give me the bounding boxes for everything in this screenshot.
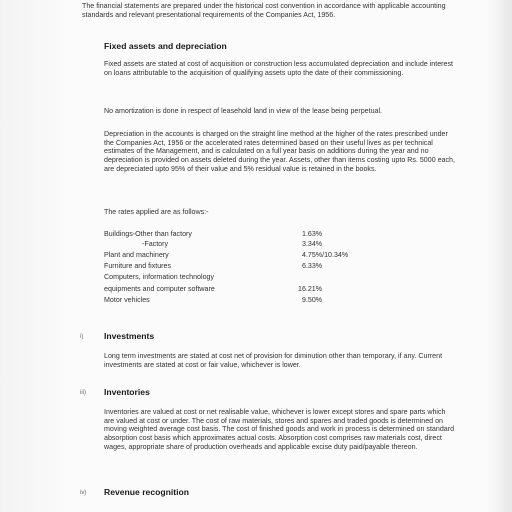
inventories-paragraph: Inventories are valued at cost or net realisable value, whichever is lower except stores and spare parts which are valued at cost or under. The cost of raw materials, stores and spares and traded goods is determined on moving weighted average cost basis. The cost of finished goods and work in process is determined on standard absorption cost basis which approximates actual costs. Absorption cost comprises raw materials cost, direct wages, appropriate share of production overheads and applicable excise duty paid/payable thereon. xyxy=(104,408,455,451)
intro-paragraph: The financial statements are prepared under the historical cost convention in accordance with applicable accounting standards and relevant presentational requirements of the Companies Act, 1956. xyxy=(82,2,446,19)
rate-label: equipments and computer software xyxy=(104,285,215,293)
rate-label: Computers, information technology xyxy=(104,273,215,281)
rate-label: Plant and machinery xyxy=(104,251,169,259)
investments-paragraph: Long term investments are stated at cost net of provision for diminution other than temporary, if any. Current investments are stated at cost or fair value, whichever is lower. xyxy=(104,352,443,369)
heading-investments: Investments xyxy=(104,331,155,341)
rate-label: Motor vehicles xyxy=(104,296,150,304)
heading-inventories: Inventories xyxy=(104,387,150,397)
fixed-assets-paragraph-1: Fixed assets are stated at cost of acquisition or construction less accumulated depreciation and include interest on loans attributable to the acquisition of qualifying assets upto the date of their commissioning. xyxy=(104,60,453,77)
section-marker-revenue: iv) xyxy=(80,490,87,496)
rate-value: 1.63% xyxy=(302,230,323,238)
heading-revenue-recognition: Revenue recognition xyxy=(104,487,189,497)
rate-value: 4.75%/10.34% xyxy=(302,251,349,259)
section-marker-investments: i) xyxy=(80,334,84,340)
section-marker-inventories: iii) xyxy=(80,390,86,396)
scan-shadow-left xyxy=(0,0,70,512)
rate-value: 16.21% xyxy=(298,285,323,293)
scan-shadow-right xyxy=(486,0,512,512)
fixed-assets-paragraph-2: No amortization is done in respect of leasehold land in view of the lease being perpetual. xyxy=(104,107,383,115)
fixed-assets-paragraph-3: Depreciation in the accounts is charged on the straight line method at the higher of the rates prescribed under the Companies Act, 1956 or the accelerated rates determined based on their useful lives as per technical estimates of the Management, and is calculated on a full year basis on additions during the year and no depreciation is provided on assets deleted during the year. Assets, other than items costing upto Rs. 5000 each, are depreciated upto 95% of their value and 5% residual value is retained in the books. xyxy=(104,130,455,173)
rate-value: 3.34% xyxy=(302,240,323,248)
rate-label: Buildings-Other than factory xyxy=(104,230,192,238)
rate-value: 9.50% xyxy=(302,296,323,304)
rate-label: Furniture and fixtures xyxy=(104,262,172,270)
rates-intro: The rates applied are as follows:- xyxy=(104,208,209,216)
heading-fixed-assets: Fixed assets and depreciation xyxy=(104,41,227,51)
rate-label: -Factory xyxy=(142,240,169,248)
rate-value: 6.33% xyxy=(302,262,323,270)
